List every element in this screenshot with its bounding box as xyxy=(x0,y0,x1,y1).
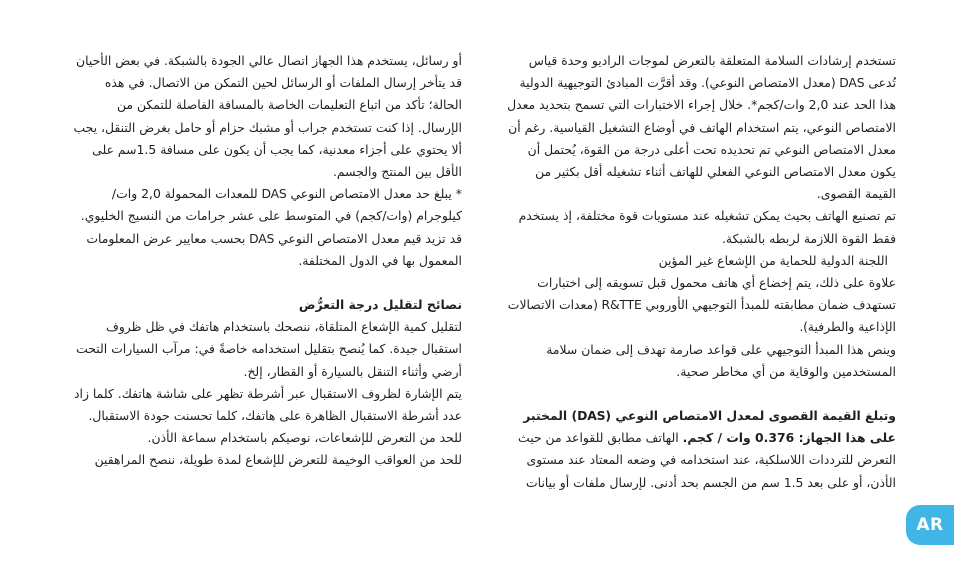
paragraph-spacer xyxy=(70,272,462,294)
signal-bars-paragraph: يتم الإشارة لظروف الاستقبال عبر أشرطة تظهر على شاشة هاتفك. كلما زاد عدد أشرطة الاستقبال الظاهرة على هاتفك، كلما تحسنت جودة الاستقبال. xyxy=(74,385,462,424)
transmission-paragraph: أو رسائل، يستخدم هذا الجهاز اتصال عالي الجودة بالشبكة. في بعض الأحيان قد يتأخر إرسال الملفات أو الرسائل لحين التمكن من الاتصال. في هذه الحالة؛ تأكد من اتباع التعليمات الخاصة بالمسافة الفاصلة للتمكن من الإرسال. إذا كنت تستخدم جراب أو مشبك حزام أو حامل بغرض التنقل، يجب ألا يحتوي على أجزاء معدنية، كما يجب أن يكون على مسافة 1.5سم على الأقل بين المنتج والجسم. xyxy=(73,53,462,180)
exposure-tips-heading: نصائح لتقليل درجة التعرُّض xyxy=(298,297,462,313)
max-sar-value: وتبلغ القيمة القصوى لمعدل الامتصاص النوعي (DAS) المختبر على هذا الجهاز: 0.376 وات / كجم. xyxy=(523,408,896,446)
language-tab-label: AR xyxy=(916,515,944,535)
sar-limit-footnote: * يبلغ حد معدل الامتصاص النوعي DAS للمعدات المحمولة 2,0 وات/كيلوجرام (وات/كجم) في المتوسط على عشر جرامات من النسيج الخليوي. قد تزيد قيم معدل الامتصاص النوعي DAS بحسب معايير عرض المعلومات المعمول بها في الدول المختلفة. xyxy=(80,186,462,268)
teenagers-paragraph: للحد من العواقب الوخيمة للتعرض للإشعاع لمدة طويلة، ننصح المراهقين xyxy=(94,452,462,468)
sar-intro-paragraph: تستخدم إرشادات السلامة المتعلقة بالتعرض لموجات الراديو وحدة قياس تُدعى DAS (معدل الامتصاص النوعي). وقد أقرَّت المبادئ التوجيهية الدولية هذا الحد عند 2,0 وات/كجم*. خلال إجراء الاختبارات التي تسمح بتحديد معدل الامتصاص النوعي، يتم استخدام الهاتف في أوضاع التشغيل القياسية. رغم أن معدل الامتصاص النوعي تم تحديده تحت أعلى درجة من القوة، يُحتمل أن يكون معدل الامتصاص النوعي الفعلي للهاتف أثناء تشغيله أقل بكثير من القيمة القصوى. xyxy=(507,53,896,202)
icnirp-footnote: اللجنة الدولية للحماية من الإشعاع غير المؤين xyxy=(658,252,888,268)
rtte-paragraph: علاوة على ذلك، يتم إخضاع أي هاتف محمول قبل تسويقه إلى اختبارات تستهدف ضمان مطابقته للمبدأ التوجيهي الأوروبي R&TTE (معدات الاتصالات الإذاعية والطرفية). xyxy=(507,275,896,335)
earphone-paragraph: للحد من التعرض للإشعاعات، نوصيكم باستخدام سماعة الأذن. xyxy=(147,430,462,446)
language-tab xyxy=(906,505,954,545)
max-sar-paragraph xyxy=(504,405,896,494)
max-sar-details: الهاتف مطابق للقواعد من حيث التعرض للترددات اللاسلكية، عند استخدامه في وضعه المعتاد عند مستوى الأذن، أو على بعد 1.5 سم من الجسم بحد أدنى. لإرسال ملفات أو بيانات xyxy=(518,430,896,490)
left-text-column xyxy=(70,50,462,472)
directive-paragraph: وينص هذا المبدأ التوجيهي على قواعد صارمة تهدف إلى ضمان سلامة المستخدمين والوقاية من أي مخاطر صحية. xyxy=(546,341,896,379)
power-levels-paragraph: تم تصنيع الهاتف بحيث يمكن تشغيله عند مستويات قوة مختلفة، إذ يستخدم فقط القوة اللازمة لربطه بالشبكة. xyxy=(518,208,896,246)
right-text-column xyxy=(504,50,896,494)
reception-tips-paragraph: لتقليل كمية الإشعاع المتلقاة، ننصحك باستخدام هاتفك في ظل ظروف استقبال جيدة. كما يُنصح بتقليل استخدامه خاصةً في: مرآب السيارات التحت أرضي وأثناء التنقل بالسيارة أو القطار، إلخ. xyxy=(76,319,462,379)
paragraph-spacer xyxy=(504,383,896,405)
